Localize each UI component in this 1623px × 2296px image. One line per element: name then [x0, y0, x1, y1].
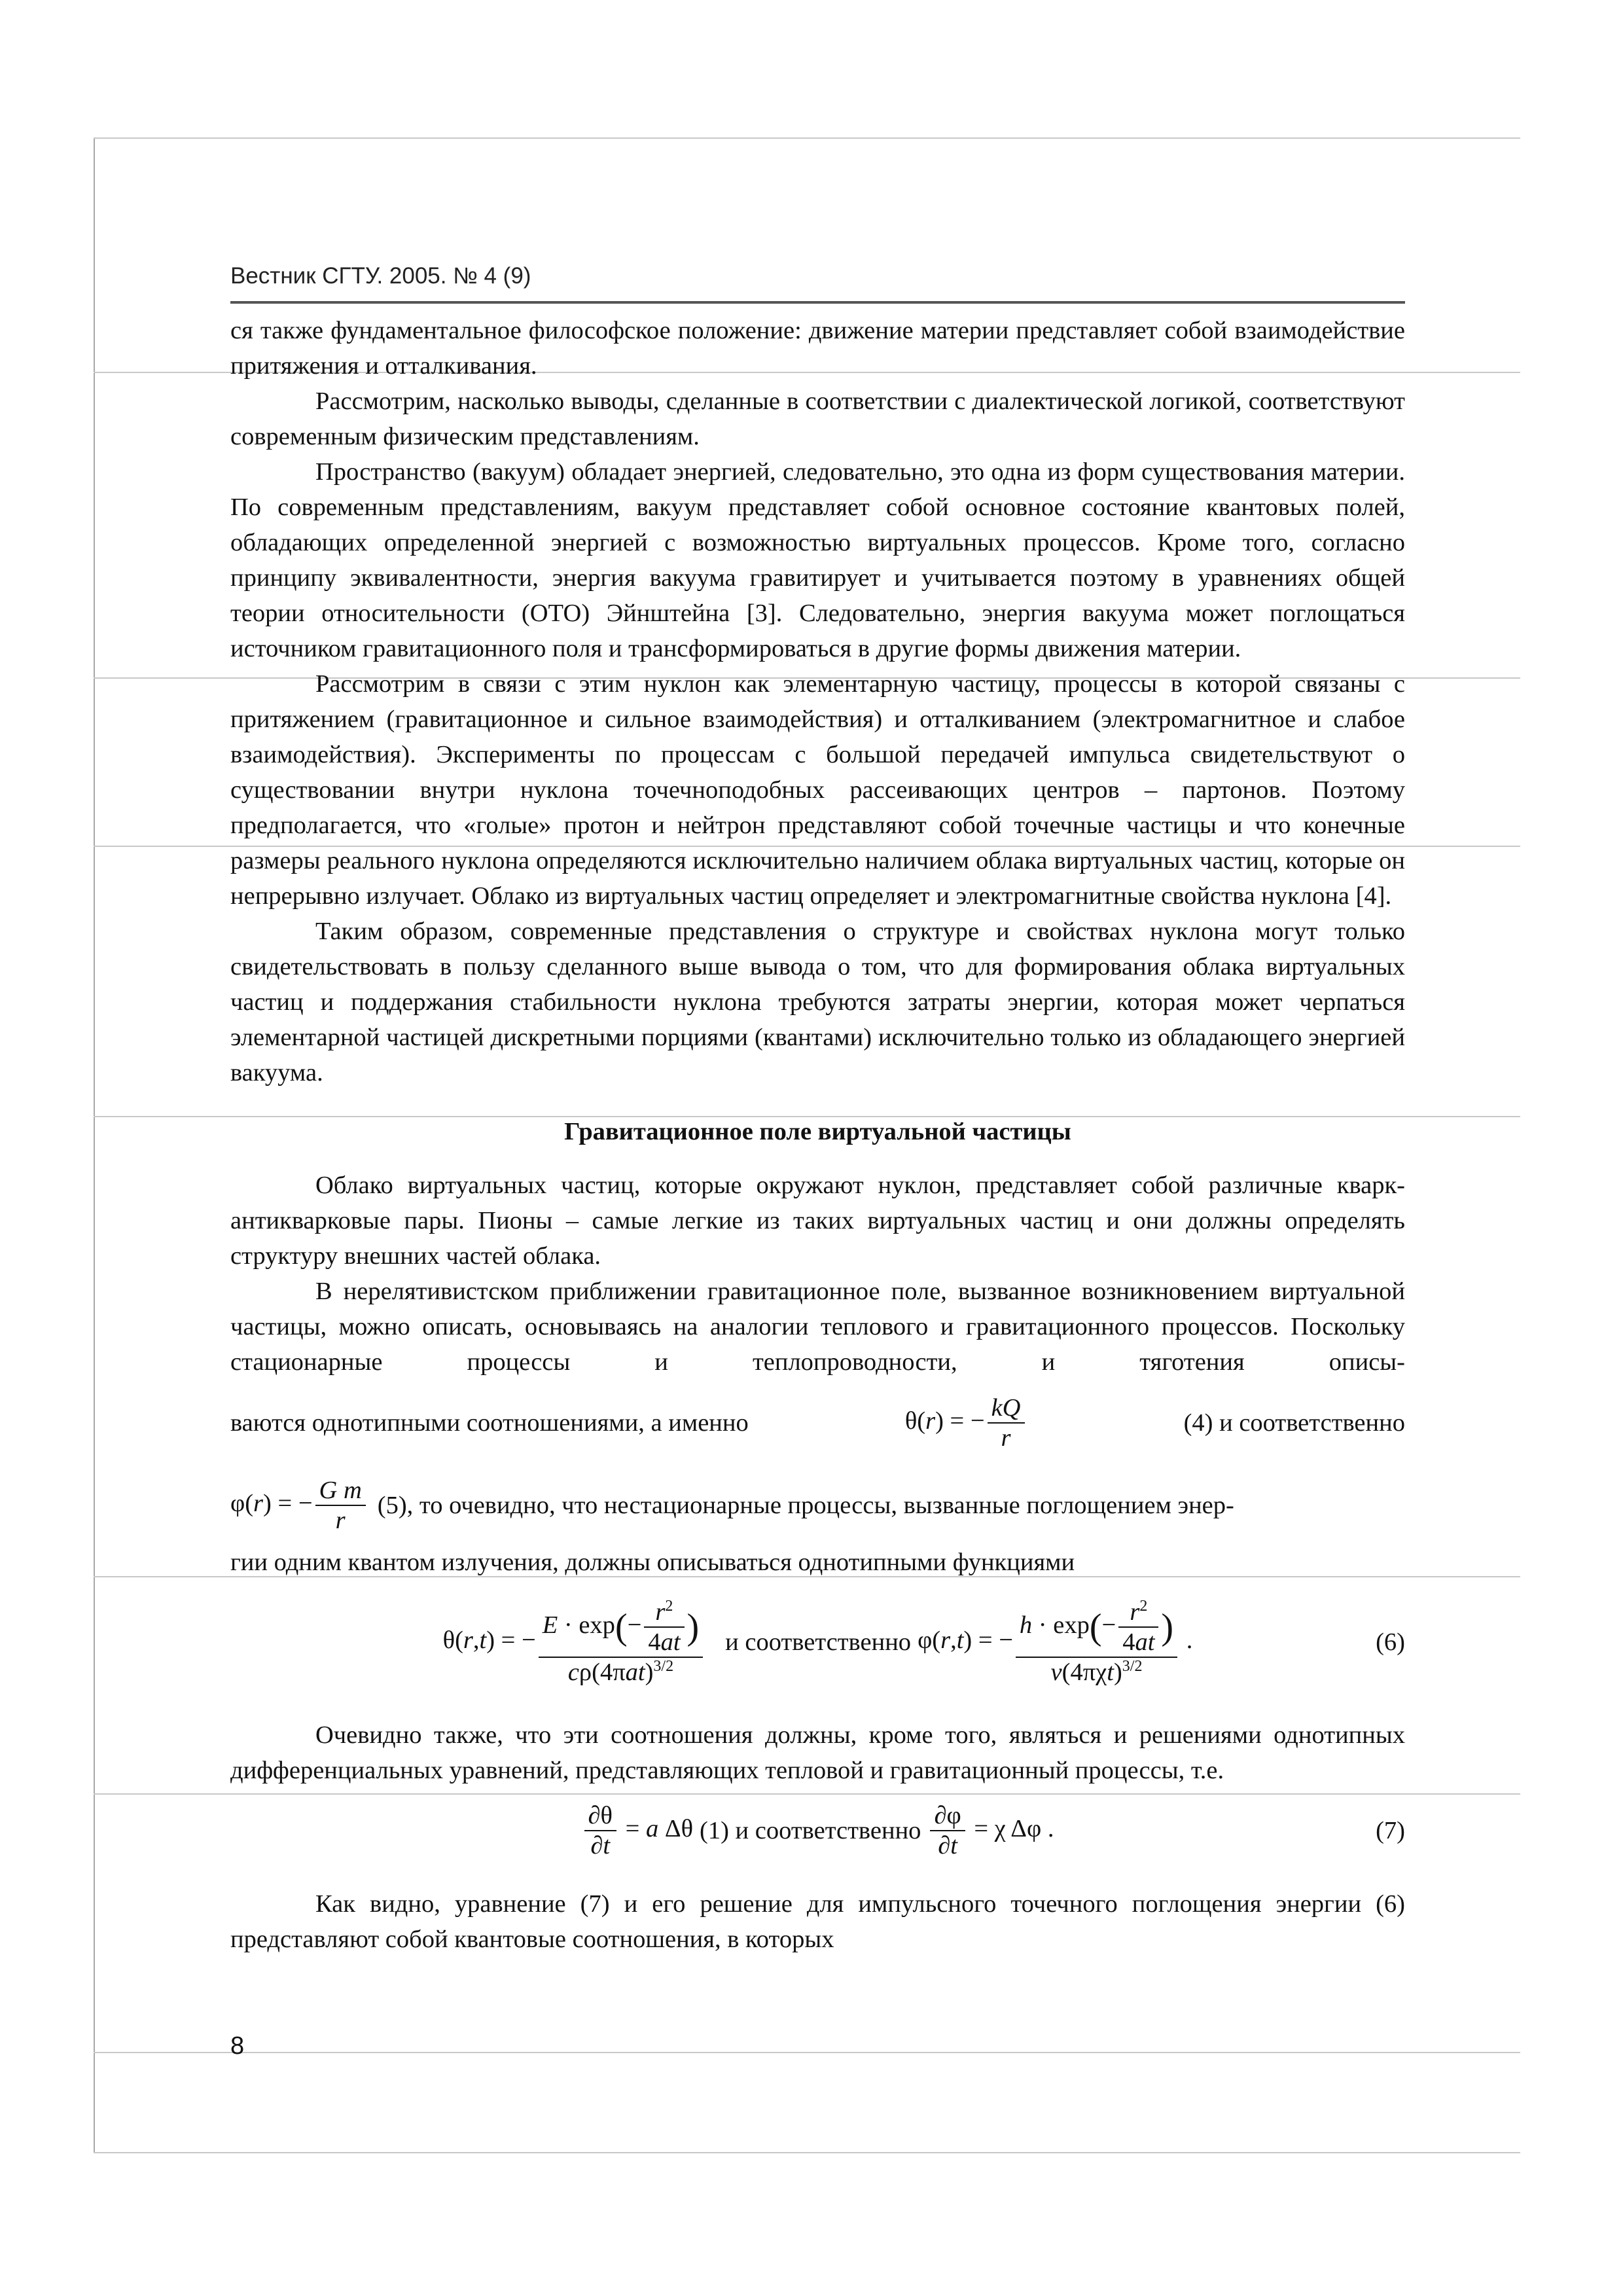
paragraph: Таким образом, современные представления о структуре и свойствах нуклона могут только свидетельствовать в пользу сделанного выше вывода о том, что для формирования облака виртуальных частиц и поддержания стабильности нуклона требуются затраты энергии, которая может черпаться элементарной частицей дискретными порциями (квантами) исключительно только из обладающего энергией вакуума. — [230, 918, 1405, 1086]
paragraph: В нерелятивистском приближении гравитационное поле, вызванное возникновением виртуальной частицы, можно описать, основываясь на аналогии теплового и гравитационного процессов. Поскольку стационарные процессы и теплопроводности, и тяготения описы- — [230, 1278, 1405, 1376]
paragraph: Рассмотрим, насколько выводы, сделанные в соответствии с диалектической логикой, соответствуют современным физическим представлениям. — [230, 387, 1405, 450]
text-fragment: (5), то очевидно, что нестационарные процессы, вызванные поглощением энер- — [377, 1492, 1234, 1519]
text-fragment: (4) и соответственно — [1183, 1409, 1405, 1437]
equation-6-right: φ(r,t) = − h · exp(− $\frac{r^2}{4at}$ ) $v(4\pi\chi t)^{3/2}$ . — [918, 1597, 1193, 1687]
page-number: 8 — [230, 2032, 245, 2060]
equation-6 — [230, 1580, 1405, 1704]
equation-7 — [230, 1788, 1405, 1873]
article-body — [230, 313, 1405, 1957]
paragraph: Очевидно также, что эти соотношения должны, кроме того, являться и решениями однотипных дифференциальных уравнений, представляющих тепловой и гравитационный процессы, т.е. — [230, 1721, 1405, 1784]
journal-title: Вестник СГТУ. 2005. № 4 (9) — [230, 263, 531, 289]
equation-6-left: θ(r,t) = − E · exp(− $\frac{r^2}{4at}$ ) $c\rho(4\pi at)^{3/2}$ — [443, 1598, 706, 1687]
left-frame-line — [94, 137, 95, 2153]
text-fragment: и соответственно — [725, 1628, 912, 1656]
equation-7-right: $\frac{\partial\varphi}{\partial t}$ = χ Δφ . — [927, 1801, 1054, 1861]
paragraph: Как видно, уравнение (7) и его решение для импульсного точечного поглощения энергии (6) представляют собой квантовые соотношения, в которых — [230, 1890, 1405, 1953]
equation-7-left: $\frac{\partial\theta}{\partial t}$ = a Δθ — [582, 1801, 694, 1861]
paragraph: Рассмотрим в связи с этим нуклон как элементарную частицу, процессы в которой связаны с притяжением (гравитационное и сильное взаимодействия) и отталкиванием (электромагнитное и слабое взаимодействия). Эксперименты по процессам с большой передачей импульса свидетельствуют о существовании внутри нуклона точечноподобных рассеивающих центров – партонов. Поэтому предполагается, что «голые» протон и нейтрон представляют собой точечные частицы и что конечные размеры реального нуклона определяются исключительно наличием облака виртуальных частиц, которые он непрерывно излучает. Облако из виртуальных частиц определяет и электромагнитные свойства нуклона [4]. — [230, 670, 1405, 910]
bottom-frame-line — [94, 2152, 1520, 2153]
equation-5-line — [230, 1466, 1405, 1545]
text-fragment: (1) и соответственно — [700, 1817, 921, 1844]
running-header — [230, 263, 1405, 304]
equation-4: θ(r) = − $\frac{kQ}{r}$ — [905, 1393, 1027, 1453]
equation-number: (7) — [1376, 1817, 1405, 1844]
top-frame-line — [94, 137, 1520, 139]
paragraph: гии одним квантом излучения, должны описываться однотипными функциями — [230, 1549, 1075, 1576]
equation-4-line — [230, 1384, 1405, 1462]
section-heading: Гравитационное поле виртуальной частицы — [564, 1118, 1071, 1145]
paragraph: Облако виртуальных частиц, которые окружают нуклон, представляет собой различные кварк-антикварковые пары. Пионы – самые легкие из таких виртуальных частиц и они должны определять структуру внешних частей облака. — [230, 1172, 1405, 1270]
text-fragment: ваются однотипными соотношениями, а именно — [230, 1409, 749, 1437]
equation-number: (6) — [1376, 1628, 1405, 1656]
equation-5: φ(r) = − $\frac{\text{G m}}{r}$ — [230, 1476, 368, 1535]
paragraph: Пространство (вакуум) обладает энергией, следовательно, это одна из форм существования материи. По современным представлениям, вакуум представляет собой основное состояние квантовых полей, обладающих определенной энергией с возможностью виртуальных процессов. Кроме того, согласно принципу эквивалентности, энергия вакуума гравитирует и учитывается поэтому в уравнениях общей теории относительности (ОТО) Эйнштейна [3]. Следовательно, энергия вакуума может поглощаться источником гравитационного поля и трансформироваться в другие формы движения материи. — [230, 458, 1405, 662]
scan-line — [94, 2052, 1520, 2053]
paragraph: ся также фундаментальное философское положение: движение материи представляет собой взаимодействие притяжения и отталкивания. — [230, 317, 1405, 380]
